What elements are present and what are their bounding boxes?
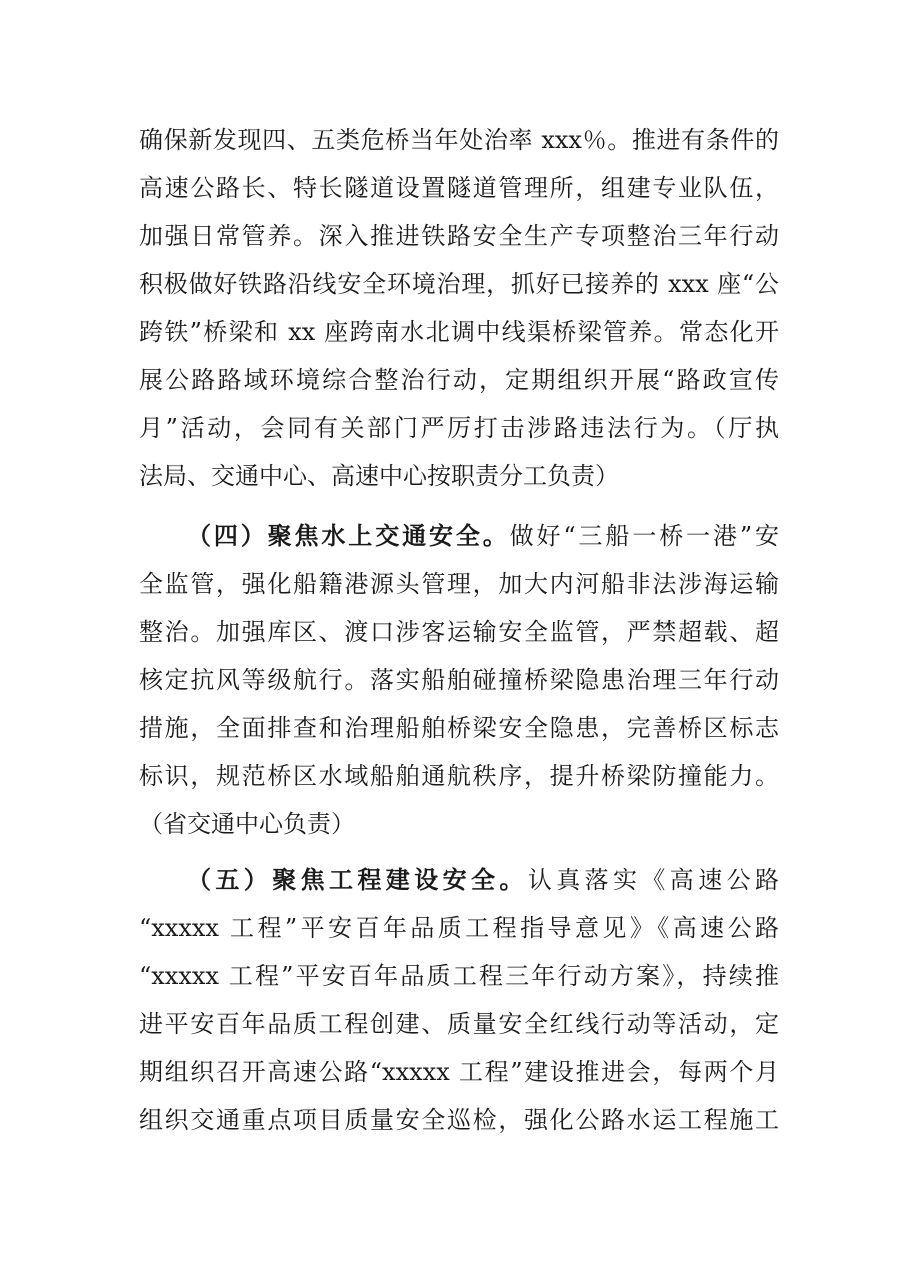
- paragraph-line: 整治。加强库区、渡口涉客运输安全监管，严禁超载、超: [139, 618, 779, 646]
- paragraph-line: 展公路路域环境综合整治行动，定期组织开展“路政宣传: [139, 366, 779, 394]
- paragraph-line: 全监管，强化船籍港源头管理，加大内河船非法涉海运输: [139, 570, 779, 598]
- paragraph-line: （省交通中心负责）: [139, 810, 355, 838]
- paragraph-line: “xxxxx 工程”平安百年品质工程三年行动方案》，持续推: [139, 962, 779, 990]
- paragraph-line: “xxxxx 工程”平安百年品质工程指导意见》《高速公路: [139, 914, 779, 942]
- paragraph-bridge-tunnel-railway: [139, 116, 779, 500]
- paragraph-line: 加强日常管养。深入推进铁路安全生产专项整治三年行动: [139, 222, 779, 250]
- paragraph-line: 月”活动，会同有关部门严厉打击涉路违法行为。（厅执: [139, 414, 779, 442]
- paragraph-line: 核定抗风等级航行。落实船舶碰撞桥梁隐患治理三年行动: [139, 666, 779, 694]
- paragraph-line: 措施，全面排查和治理船舶桥梁安全隐患，完善桥区标志: [139, 714, 779, 742]
- section-water-traffic-safety: [139, 512, 779, 848]
- section-text: 认真落实《高速公路: [527, 866, 780, 894]
- paragraph-line: 标识，规范桥区水域船舶通航秩序，提升桥梁防撞能力。: [139, 762, 779, 790]
- section-first-line: [139, 856, 779, 904]
- paragraph-line: 跨铁”桥梁和 xx 座跨南水北调中线渠桥梁管养。常态化开: [139, 318, 779, 346]
- paragraph-line: 期组织召开高速公路“xxxxx 工程”建设推进会，每两个月: [139, 1058, 779, 1086]
- section-first-line: [139, 512, 779, 560]
- paragraph-line: 积极做好铁路沿线安全环境治理，抓好已接养的 xxx 座“公: [139, 270, 779, 298]
- section-text: 做好“三船一桥一港”安: [509, 522, 780, 550]
- section-heading: （四）聚焦水上交通安全。: [187, 521, 510, 550]
- section-heading: （五）聚焦工程建设安全。: [187, 865, 528, 894]
- paragraph-line: 高速公路长、特长隧道设置隧道管理所，组建专业队伍，: [139, 174, 779, 202]
- section-engineering-construction-safety: [139, 856, 779, 1144]
- paragraph-line: 进平安百年品质工程创建、质量安全红线行动等活动，定: [139, 1010, 779, 1038]
- paragraph-line: 确保新发现四、五类危桥当年处治率 xxx％。推进有条件的: [139, 126, 779, 154]
- paragraph-line: 组织交通重点项目质量安全巡检，强化公路水运工程施工: [139, 1106, 779, 1134]
- paragraph-line: 法局、交通中心、高速中心按职责分工负责）: [139, 462, 619, 490]
